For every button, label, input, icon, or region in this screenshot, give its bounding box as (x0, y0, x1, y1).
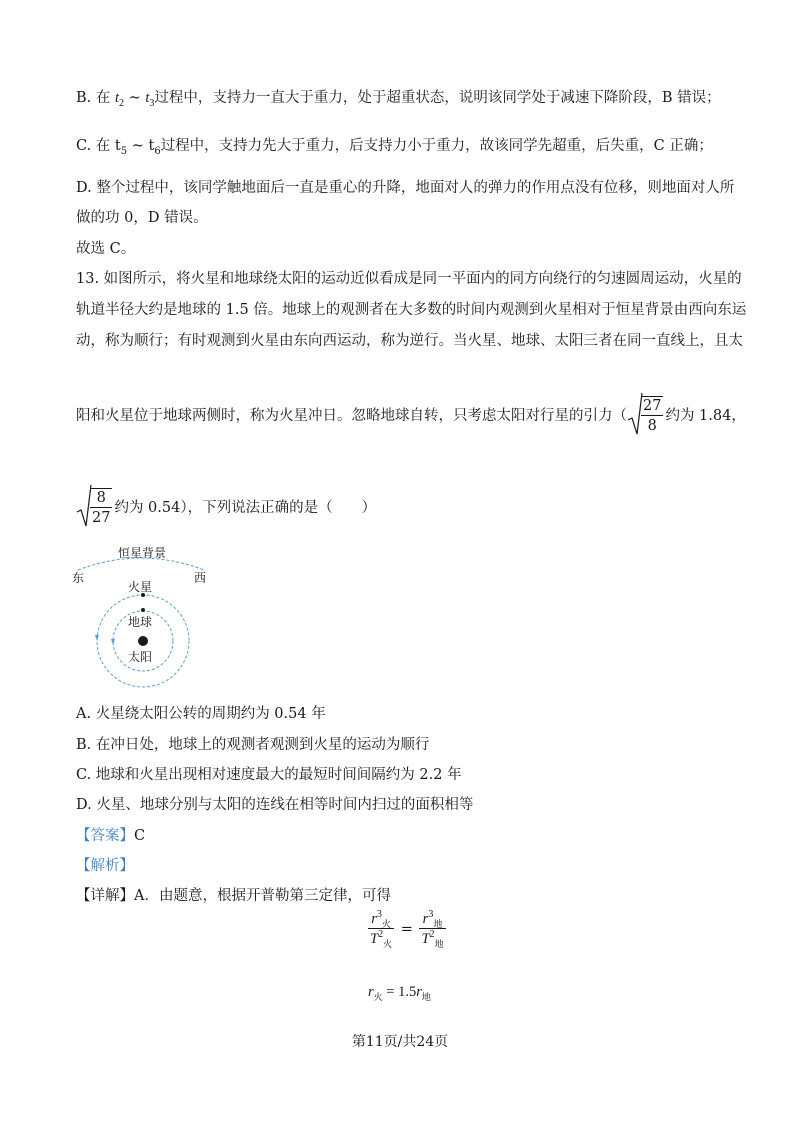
earth-dot (141, 608, 145, 612)
detail-text: A．由题意，根据开普勒第三定律，可得 (134, 888, 391, 904)
earth-label: 地球 (128, 615, 153, 629)
option-d-analysis-line1: D. 整个过程中，该同学触地面后一直是重心的升降，地面对人的弹力的作用点没有位移，则地面对人所 (76, 180, 735, 196)
star-background-label: 恒星背景 (118, 546, 167, 560)
option-d: D. 火星、地球分别与太阳的连线在相等时间内扫过的面积相等 (76, 797, 474, 813)
sun-dot (138, 636, 148, 646)
option-a: A. 火星绕太阳公转的周期约为 0.54 年 (76, 706, 326, 722)
radical-sign (76, 484, 92, 528)
time-t2: $t_2$ (114, 90, 125, 109)
question-13-line1: 13. 如图所示，将火星和地球绕太阳的运动近似看成是同一平面内的同方向绕行的匀速圆周运动，火星的 (76, 271, 742, 287)
question-13-line5: $\frac{8}{27}$ 约为 0.54），下列说法正确的是（ ） (76, 484, 376, 532)
analysis-tag: 【解析】 (76, 858, 134, 874)
time-t6: $t_6$ (148, 138, 161, 157)
option-c: C. 地球和火星出现相对速度最大的最短时间间隔约为 2.2 年 (76, 767, 462, 783)
answer-value: C (134, 828, 146, 844)
kepler-third-law-formula: $\frac{r^3_火}{T^2_火}$ = $\frac{r^3_地}{T^2_地}$ (370, 909, 444, 950)
mars-orbit-arrow (95, 635, 99, 641)
radius-relation-formula: $r_火 = 1.5r_地$ (368, 984, 431, 1003)
option-b-analysis: B. 在 $t_2$ ~ $t_3$过程中，支持力一直大于重力，处于超重状态，说明该同学处于减速下降阶段，B 错误； (76, 90, 721, 109)
time-t5: $t_5$ (114, 138, 128, 157)
mars-label: 火星 (128, 580, 153, 594)
sun-label: 太阳 (128, 650, 153, 664)
radical-sign (627, 392, 643, 436)
option-c-analysis: C. 在 $t_5$ ~ $t_6$过程中，支持力先大于重力，后支持力小于重力，故该同学先超重，后失重，C 正确； (76, 138, 713, 157)
question-13-line3: 动，称为顺行；有时观测到火星由东向西运动，称为逆行。当火星、地球、太阳三者在同一直线上，且太 (76, 333, 743, 349)
option-b: B. 在冲日处，地球上的观测者观测到火星的运动为顺行 (76, 737, 430, 753)
orbit-diagram (66, 542, 216, 692)
choose-line: 故选 C。 (76, 241, 136, 257)
question-13-line4: 阳和火星位于地球两侧时，称为火星冲日。忽略地球自转，只考虑太阳对行星的引力（ $\frac{27}{8}$ 约为 1.84， (76, 392, 746, 440)
time-t3: $t_3$ (145, 90, 155, 109)
east-label: 东 (72, 571, 85, 585)
answer-tag: 【答案】 (76, 828, 134, 844)
sqrt-8-over-27: $\frac{8}{27}$ (76, 484, 114, 532)
west-label: 西 (194, 571, 207, 585)
detail-line (76, 886, 391, 906)
analysis-line (76, 856, 134, 876)
earth-orbit-arrow (111, 639, 115, 645)
answer-line (76, 826, 145, 846)
question-13-line2: 轨道半径大约是地球的 1.5 倍。地球上的观测者在大多数的时间内观测到火星相对于恒星背景由西向东运 (76, 302, 747, 318)
sqrt-27-over-8: $\frac{27}{8}$ (627, 392, 665, 440)
option-d-analysis-line2: 做的功 0，D 错误。 (76, 210, 208, 226)
detail-tag: 【详解】 (76, 888, 134, 904)
page-footer: 第11页/共24页 (351, 1034, 449, 1050)
